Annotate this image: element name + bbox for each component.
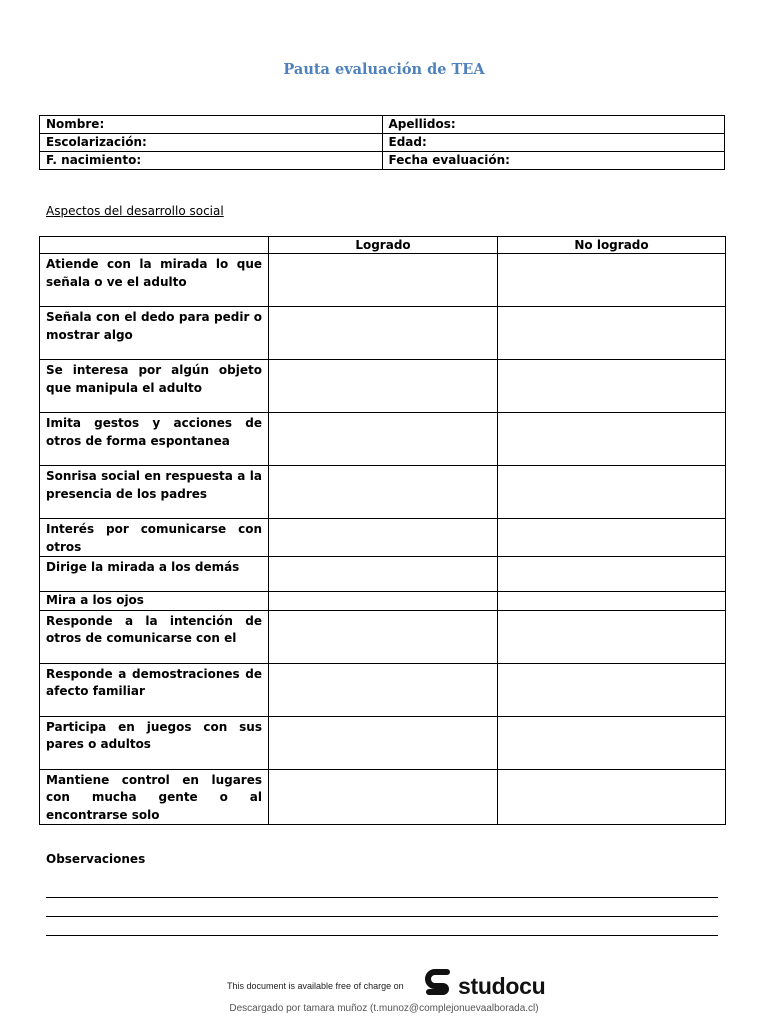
table-header-row [40,237,726,254]
table-row [40,557,726,592]
document-title: Pauta evaluación de TEA [283,61,485,78]
achieved-cell[interactable] [269,557,498,592]
aspect-label: Dirige la mirada a los demás [40,557,269,592]
achieved-cell[interactable] [269,307,498,360]
achieved-cell[interactable] [269,592,498,611]
aspect-label: Responde a demostraciones de afecto familiar [40,663,269,716]
downloaded-by-note: Descargado por tamara muñoz (t.munoz@complejonuevaalborada.cl) [229,1003,539,1014]
observations-heading: Observaciones [46,852,146,866]
identification-row [40,152,725,170]
not-achieved-cell[interactable] [498,769,726,825]
not-achieved-cell[interactable] [498,716,726,769]
achieved-cell[interactable] [269,413,498,466]
availability-note: This document is available free of charge on [227,981,404,991]
table-row [40,610,726,663]
aspect-label: Señala con el dedo para pedir o mostrar algo [40,307,269,360]
not-achieved-cell[interactable] [498,557,726,592]
aspect-label: Atiende con la mirada lo que señala o ve el adulto [40,254,269,307]
aspect-label: Sonrisa social en respuesta a la presencia de los padres [40,466,269,519]
section-heading: Aspectos del desarrollo social [46,204,224,218]
brand-name: studocu [458,972,546,999]
not-achieved-cell[interactable] [498,413,726,466]
name-field-label: Nombre: [40,116,383,134]
studocu-s-icon [424,968,454,1004]
aspect-label: Responde a la intención de otros de comunicarse con el [40,610,269,663]
not-achieved-cell[interactable] [498,307,726,360]
achieved-cell[interactable] [269,716,498,769]
achieved-cell[interactable] [269,663,498,716]
surname-field-label: Apellidos: [382,116,725,134]
table-row [40,592,726,611]
achieved-cell[interactable] [269,769,498,825]
achieved-cell[interactable] [269,519,498,557]
achieved-cell[interactable] [269,610,498,663]
aspect-label: Se interesa por algún objeto que manipula el adulto [40,360,269,413]
table-row [40,716,726,769]
identification-table [39,115,725,170]
table-row [40,307,726,360]
not-achieved-cell[interactable] [498,610,726,663]
social-development-table [39,236,726,825]
table-row [40,769,726,825]
not-achieved-cell[interactable] [498,663,726,716]
schooling-field-label: Escolarización: [40,134,383,152]
achieved-cell[interactable] [269,254,498,307]
aspect-label: Participa en juegos con sus pares o adultos [40,716,269,769]
evaluation-date-field-label: Fecha evaluación: [382,152,725,170]
table-row [40,663,726,716]
not-achieved-cell[interactable] [498,360,726,413]
not-achieved-cell[interactable] [498,466,726,519]
observation-line[interactable] [46,916,718,917]
aspect-label: Mira a los ojos [40,592,269,611]
header-achieved: Logrado [269,237,498,254]
table-row [40,466,726,519]
table-row [40,519,726,557]
not-achieved-cell[interactable] [498,519,726,557]
header-aspect [40,237,269,254]
aspect-label: Interés por comunicarse con otros [40,519,269,557]
studocu-logo[interactable] [424,968,545,1004]
not-achieved-cell[interactable] [498,254,726,307]
achieved-cell[interactable] [269,466,498,519]
table-row [40,413,726,466]
aspect-label: Imita gestos y acciones de otros de forma espontanea [40,413,269,466]
identification-row [40,134,725,152]
achieved-cell[interactable] [269,360,498,413]
table-row [40,360,726,413]
aspect-label: Mantiene control en lugares con mucha gente o al encontrarse solo [40,769,269,825]
identification-row [40,116,725,134]
birth-date-field-label: F. nacimiento: [40,152,383,170]
table-row [40,254,726,307]
observation-line[interactable] [46,935,718,936]
not-achieved-cell[interactable] [498,592,726,611]
header-not-achieved: No logrado [498,237,726,254]
observation-line[interactable] [46,897,718,898]
age-field-label: Edad: [382,134,725,152]
